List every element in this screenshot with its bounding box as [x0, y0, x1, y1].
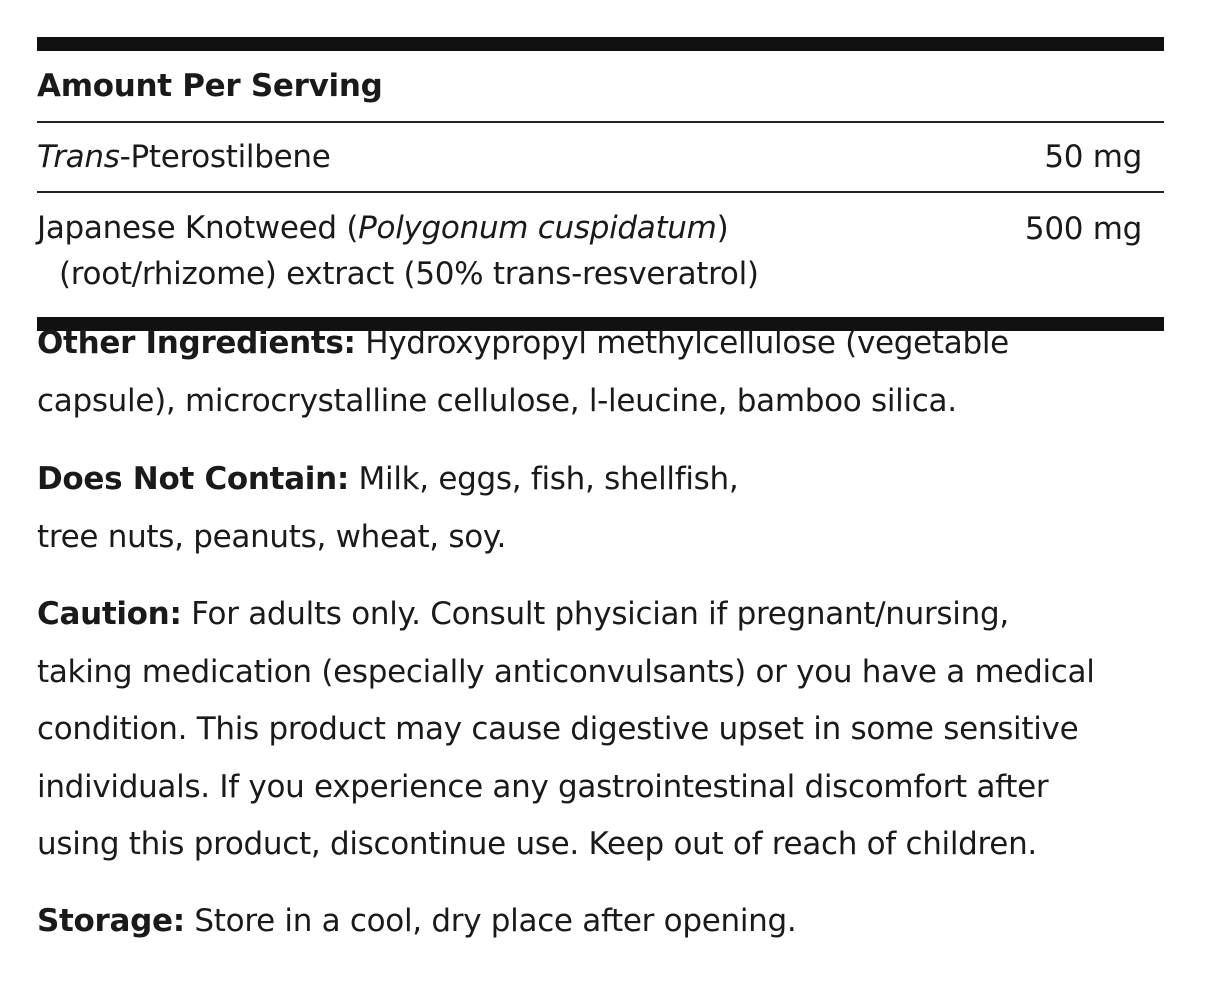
caution-text: individuals. If you experience any gastrointestinal discomfort after — [37, 768, 1049, 805]
ingredient-name-italic: Trans — [37, 139, 120, 175]
does-not-contain-text: tree nuts, peanuts, wheat, soy. — [37, 518, 507, 555]
caution-text: taking medication (especially anticonvulsants) or you have a medical — [37, 653, 1095, 690]
ingredient-amount: 50 mg — [1044, 139, 1142, 175]
supplement-facts-panel — [37, 37, 1164, 331]
other-ingredients-text: Hydroxypropyl methylcellulose (vegetable — [355, 325, 1009, 361]
fact-row-japanese-knotweed — [37, 193, 1164, 317]
does-not-contain-text: Milk, eggs, fish, shellfish, — [349, 461, 739, 497]
does-not-contain-label: Does Not Contain: — [37, 461, 349, 497]
amount-per-serving-header: Amount Per Serving — [37, 68, 383, 104]
ingredient-name — [37, 211, 759, 303]
ingredient-name-rest: -Pterostilbene — [119, 139, 331, 175]
storage-text: Store in a cool, dry place after opening. — [184, 903, 797, 939]
ingredient-name-line2: (root/rhizome) extract (50% trans-resveratrol) — [59, 256, 759, 292]
ingredient-name-line1: Japanese Knotweed (Polygonum cuspidatum) — [37, 210, 729, 246]
storage-section — [37, 893, 1177, 951]
caution-text: using this product, discontinue use. Keep out of reach of children. — [37, 826, 1037, 862]
ingredient-name — [37, 139, 331, 175]
top-thick-rule — [37, 37, 1164, 51]
ingredient-name-italic: Polygonum cuspidatum — [358, 210, 717, 246]
caution-text: For adults only. Consult physician if pregnant/nursing, — [181, 596, 1009, 632]
caution-section — [37, 586, 1177, 874]
ingredient-amount: 500 mg — [1024, 211, 1142, 247]
storage-label: Storage: — [37, 903, 185, 939]
fact-row-pterostilbene — [37, 123, 1164, 191]
other-ingredients-text: capsule), microcrystalline cellulose, l-leucine, bamboo silica. — [37, 382, 957, 419]
other-ingredients-label: Other Ingredients: — [37, 325, 356, 361]
caution-label: Caution: — [37, 596, 182, 632]
caution-text: condition. This product may cause digestive upset in some sensitive — [37, 711, 1079, 747]
does-not-contain-section — [37, 451, 1177, 566]
other-ingredients-section — [37, 315, 1177, 430]
